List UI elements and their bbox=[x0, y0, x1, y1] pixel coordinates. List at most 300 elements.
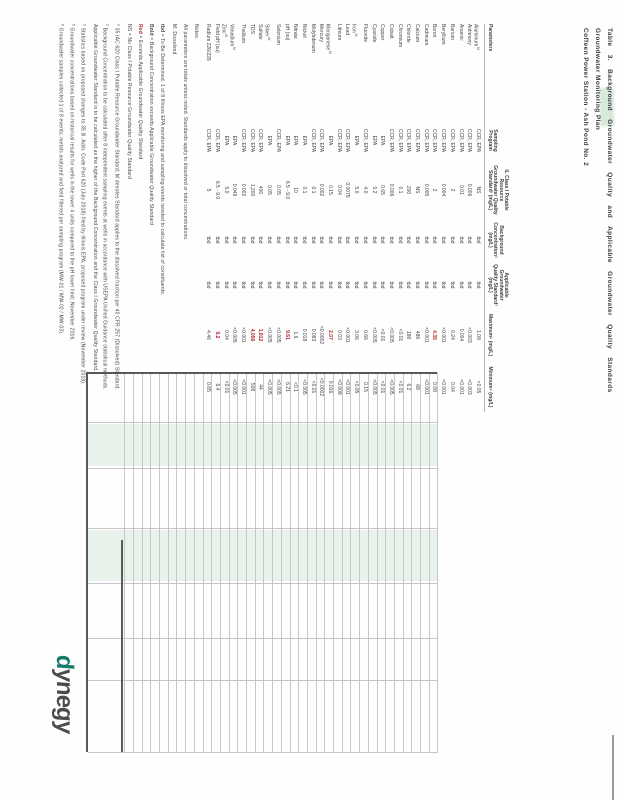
cell-min: 6.2 bbox=[405, 383, 412, 391]
cell-min: <0.001 bbox=[240, 379, 247, 395]
cell-min: <0.005 bbox=[231, 379, 238, 395]
cell-max: 0.004 bbox=[457, 328, 464, 342]
cell-background: tbd bbox=[266, 236, 273, 244]
cell-class1: 0.006 bbox=[466, 183, 473, 197]
cell-applicable: tbd bbox=[353, 281, 360, 289]
cell-param: Sulfate bbox=[257, 24, 264, 40]
cell-applicable: tbd bbox=[257, 281, 264, 289]
note-line: tbd = To Be Determined. 1 of 8 Illinois EPA monitoring and sampling events needed to calculate list of constituents. bbox=[159, 24, 166, 296]
cell-max: 4.35 bbox=[431, 330, 438, 340]
cell-applicable: tbd bbox=[457, 281, 464, 289]
cell-min: <0.05 bbox=[475, 380, 481, 394]
grid-row-line bbox=[420, 372, 421, 752]
cell-param: Iron $^M$ bbox=[350, 24, 359, 37]
grid-column-line bbox=[88, 468, 439, 469]
note-line: Bold = Background Concentration exceeds Applicable Groundwater Quality Standard bbox=[148, 24, 155, 225]
dynegy-logo bbox=[50, 654, 78, 734]
cell-background: tbd bbox=[405, 236, 412, 244]
cell-class1: 0.005 bbox=[422, 183, 429, 197]
cell-applicable: tbd bbox=[414, 281, 421, 289]
cell-min: <0.005 bbox=[266, 379, 273, 395]
cell-program: EPA bbox=[370, 135, 377, 146]
note-line: $^2$ Background Concentration to be calculated after 8 independent sampling events at wells in accordance with USEPA Unified Guidance statistical methods. bbox=[101, 24, 110, 390]
grid-row-line bbox=[255, 372, 256, 752]
grid-right-border bbox=[88, 752, 439, 753]
grid-row-line bbox=[359, 372, 360, 752]
cell-program: CCR, EPA bbox=[344, 128, 351, 153]
grid-row-line bbox=[150, 372, 151, 752]
note-line: $^5$ Groundwater concentrations based on historical results for wells in the lower 4 units compared to the pH lower limit; November 2016. bbox=[68, 24, 76, 341]
cell-applicable: tbd bbox=[466, 281, 473, 289]
cell-param: Chloride bbox=[405, 24, 412, 43]
note-line: $^1$ 35 IAC 620 Class I Potable Resource Groundwater Standard; M denotes Standard applies to the dissolved fraction per 40 CFR 257 (Dissolved) Standard. bbox=[112, 24, 121, 390]
grid-row-line bbox=[194, 372, 195, 752]
cell-param: Lithium bbox=[335, 24, 342, 41]
table-row bbox=[456, 0, 465, 800]
cell-program: CCR, EPA bbox=[318, 128, 325, 153]
table-title: Table 3. Background Groundwater Quality and Applicable Groundwater Quality Standards bbox=[606, 28, 613, 393]
cell-class1: 0.05 bbox=[266, 185, 273, 195]
cell-applicable: tbd bbox=[361, 281, 368, 289]
note-line: All parameters are totals unless noted. Standards apply to dissolved or total concentrations. bbox=[181, 24, 188, 241]
grid-row-line bbox=[411, 372, 412, 752]
cell-max: <0.005 bbox=[274, 327, 281, 343]
cell-max: 1.6 bbox=[292, 331, 299, 339]
table-site-line: Coffeen Power Station - Ash Pond No. 2 bbox=[582, 28, 589, 167]
cell-program: EPA bbox=[283, 135, 290, 146]
grid-row-line bbox=[168, 372, 169, 752]
grid-column-line bbox=[88, 680, 439, 681]
grid-bottom-border bbox=[86, 372, 88, 752]
cell-param: Mercury bbox=[318, 24, 325, 43]
grid-row-line bbox=[237, 372, 238, 752]
cell-min: <0.005 bbox=[274, 379, 281, 395]
cell-max: 2.07 bbox=[327, 330, 334, 340]
cell-background: tbd bbox=[431, 236, 438, 244]
cell-max: 4.46 bbox=[205, 330, 212, 340]
cell-class1: 0.002 bbox=[240, 183, 247, 197]
cell-class1: 6.5 - 9.0 bbox=[214, 180, 220, 200]
cell-param: Zinc $^M$ bbox=[220, 24, 228, 38]
column-header-minimum: Minimum⁵ (mg/L) bbox=[486, 366, 493, 408]
cell-class1: 5.0 bbox=[353, 186, 360, 194]
cell-min: 0.04 bbox=[448, 382, 455, 392]
cell-max: 0.24 bbox=[448, 330, 455, 340]
grid-row-line bbox=[272, 372, 273, 752]
column-header-param: Parameters bbox=[486, 24, 493, 52]
cell-program: CCR, EPA bbox=[440, 128, 447, 153]
cell-program: CCR, EPA bbox=[205, 128, 212, 153]
cell-class1: 5.0 bbox=[222, 186, 229, 194]
note-prefix: NS bbox=[125, 24, 132, 32]
cell-program: CCR, EPA bbox=[396, 128, 403, 153]
grid-row-line bbox=[185, 372, 186, 752]
cell-min: <0.01 bbox=[379, 380, 386, 394]
table-subtitle: Groundwater Monitoring Plan bbox=[594, 28, 601, 131]
cell-applicable: tbd bbox=[266, 281, 273, 289]
cell-class1: 0.01 bbox=[457, 185, 464, 195]
cell-program: CCR, EPA bbox=[405, 128, 412, 153]
table-row bbox=[473, 0, 482, 800]
column-header-applicable: Applicable Groundwater Quality Standard³ (mg/L) bbox=[486, 264, 510, 306]
cell-param: Silver $^M$ bbox=[263, 24, 272, 41]
cell-background: tbd bbox=[292, 236, 299, 244]
cell-param: Manganese $^M$ bbox=[324, 24, 333, 55]
cell-param: Cyanide bbox=[370, 24, 377, 43]
cell-applicable: tbd bbox=[318, 281, 325, 289]
cell-applicable: tbd bbox=[388, 281, 394, 289]
cell-param: Copper bbox=[379, 24, 386, 41]
cell-max: <0.005 bbox=[388, 327, 394, 343]
grid-row-line bbox=[324, 372, 325, 752]
grid-row-line bbox=[290, 372, 291, 752]
cell-background: tbd bbox=[353, 236, 360, 244]
cell-applicable: tbd bbox=[475, 281, 481, 289]
cell-param: Nitrate bbox=[292, 24, 299, 39]
cell-param: Antimony bbox=[466, 24, 473, 45]
cell-max: 3.06 bbox=[353, 330, 360, 340]
cell-background: tbd bbox=[257, 236, 264, 244]
cell-program: CCR, EPA bbox=[388, 128, 394, 153]
cell-max: <0.001 bbox=[240, 327, 247, 343]
cell-max: <0.01 bbox=[379, 328, 386, 342]
cell-class1: 0.002 bbox=[318, 183, 325, 197]
cell-class1: 0.006 bbox=[388, 183, 394, 197]
cell-applicable: tbd bbox=[292, 281, 299, 289]
note-prefix: Bold bbox=[148, 24, 155, 36]
cell-max: 0.04 bbox=[222, 330, 229, 340]
cell-applicable: tbd bbox=[335, 281, 342, 289]
cell-max: 4,056 bbox=[248, 328, 255, 342]
grid-row-line bbox=[229, 372, 230, 752]
cell-param: pH (su) bbox=[283, 24, 290, 41]
cell-program: EPA bbox=[266, 135, 273, 146]
dissolved-flag: M bbox=[232, 46, 237, 51]
cell-max: <0.005 bbox=[231, 327, 238, 343]
grid-row-line bbox=[142, 372, 143, 752]
cell-min: <0.001 bbox=[457, 379, 464, 395]
grid-row-line bbox=[394, 372, 395, 752]
cell-max: 1.08 bbox=[475, 330, 481, 340]
cell-background: tbd bbox=[222, 236, 229, 244]
cell-class1: 2 bbox=[448, 188, 455, 192]
cell-program: EPA bbox=[222, 135, 229, 146]
grid-row-line bbox=[377, 372, 378, 752]
cell-min: <0.01 bbox=[309, 380, 316, 394]
note-prefix: 2 bbox=[105, 24, 110, 27]
cell-class1: 0.0075 bbox=[344, 182, 351, 198]
note-prefix: tbd bbox=[159, 24, 166, 33]
cell-max: 9.2 bbox=[214, 331, 220, 339]
cell-background: tbd bbox=[283, 236, 290, 244]
scan-edge-shadow bbox=[612, 735, 614, 800]
cell-min: <0.01 bbox=[222, 380, 229, 394]
cell-class1: 0.1 bbox=[301, 186, 307, 194]
cell-class1: 0.1 bbox=[309, 186, 316, 194]
cell-background: tbd bbox=[240, 236, 247, 244]
cell-param: Beryllium bbox=[440, 24, 447, 45]
grid-row-line bbox=[211, 372, 212, 752]
cell-program: CCR, EPA bbox=[475, 128, 481, 153]
cell-applicable: tbd bbox=[231, 281, 238, 289]
cell-program: CCR, EPA bbox=[422, 128, 429, 153]
cell-max: <0.001 bbox=[440, 327, 447, 343]
cell-background: tbd bbox=[231, 236, 238, 244]
cell-min: <0.005 bbox=[388, 379, 394, 395]
cell-min: 508 bbox=[248, 382, 255, 392]
cell-class1: 0.004 bbox=[440, 183, 447, 197]
grid-row-line bbox=[342, 372, 343, 752]
cell-applicable: tbd bbox=[205, 281, 212, 289]
grid-left-border bbox=[86, 372, 439, 374]
note-prefix: 6 bbox=[60, 24, 65, 27]
cell-class1: 10 bbox=[292, 187, 299, 193]
cell-applicable: tbd bbox=[248, 281, 255, 289]
cell-min: 44 bbox=[257, 384, 264, 390]
cell-background: tbd bbox=[379, 236, 386, 244]
grid-row-line bbox=[333, 372, 334, 752]
cell-max: 486 bbox=[414, 330, 421, 340]
grid-row-line bbox=[281, 372, 282, 752]
dissolved-flag: M bbox=[354, 32, 359, 37]
cell-program: EPA bbox=[231, 135, 238, 146]
note-line: Applicable Groundwater Standard is to be calculated as the higher of the Background Concentration and the Class I Groundwater Quality Standard. bbox=[92, 24, 99, 372]
note-prefix: 5 bbox=[71, 24, 76, 27]
cell-class1: NS bbox=[414, 186, 421, 194]
cell-param: Radium 226/228 bbox=[205, 24, 212, 61]
cell-applicable: tbd bbox=[309, 281, 316, 289]
grid-row-line bbox=[298, 372, 299, 752]
cell-max: 0.03 bbox=[335, 330, 342, 340]
cell-param: Barium bbox=[448, 24, 455, 40]
cell-program: CCR, EPA bbox=[335, 128, 342, 153]
cell-background: tbd bbox=[205, 236, 212, 244]
cell-min: 6.21 bbox=[283, 382, 290, 392]
grid-column-line bbox=[88, 583, 439, 584]
grid-row-line bbox=[220, 372, 221, 752]
note-prefix: 1 bbox=[116, 24, 121, 27]
cell-applicable: tbd bbox=[440, 281, 447, 289]
cell-min: <0.1 bbox=[292, 382, 299, 392]
note-line: Notes: bbox=[193, 24, 199, 40]
grid-section-divider bbox=[121, 540, 123, 752]
cell-applicable: tbd bbox=[240, 281, 247, 289]
cell-program: EPA bbox=[353, 135, 360, 146]
grid-row-line bbox=[429, 372, 430, 752]
cell-min: <0.005 bbox=[370, 379, 377, 395]
cell-program: CCR, EPA bbox=[448, 128, 455, 153]
cell-max: <0.005 bbox=[370, 327, 377, 343]
cell-background: tbd bbox=[361, 236, 368, 244]
grid-column-line bbox=[88, 528, 439, 529]
cell-max: <0.01 bbox=[396, 328, 403, 342]
cell-applicable: tbd bbox=[379, 281, 386, 289]
cell-applicable: tbd bbox=[222, 281, 229, 289]
cell-min: 68 bbox=[414, 384, 421, 390]
cell-background: tbd bbox=[475, 236, 481, 244]
cell-program: CCR, EPA bbox=[361, 128, 368, 153]
cell-background: tbd bbox=[414, 236, 421, 244]
cell-program: CCR, EPA bbox=[248, 128, 255, 153]
cell-background: tbd bbox=[388, 236, 394, 244]
grid-row-line bbox=[177, 372, 178, 752]
cell-class1: 0.05 bbox=[274, 185, 281, 195]
cell-background: tbd bbox=[318, 236, 325, 244]
cell-applicable: tbd bbox=[405, 281, 412, 289]
table-row bbox=[465, 0, 474, 800]
cell-applicable: tbd bbox=[370, 281, 377, 289]
cell-param: Field pH (su) bbox=[214, 24, 220, 53]
grid-row-line bbox=[316, 372, 317, 752]
grid-row-line bbox=[133, 372, 134, 752]
cell-applicable: tbd bbox=[396, 281, 403, 289]
dissolved-flag: M bbox=[267, 36, 272, 41]
cell-param: Aluminum $^M$ bbox=[472, 24, 480, 51]
grid-row-line bbox=[307, 372, 308, 752]
cell-background: tbd bbox=[274, 236, 281, 244]
cell-param: Nickel bbox=[301, 24, 307, 38]
cell-min: 0.65 bbox=[205, 382, 212, 392]
note-line: NS = No Class I Potable Resource Groundwater Quality Standard bbox=[125, 24, 132, 179]
cell-program: CCR, EPA bbox=[240, 128, 247, 153]
cell-class1: 0.04 bbox=[335, 185, 342, 195]
grid-top-border bbox=[438, 372, 439, 752]
cell-param: Arsenic bbox=[457, 24, 464, 41]
note-line: $^6$ Groundwater samples collected 1 of 8 events; metals analyzed and field filtered per sampling program (MW-01 / MW-02 / MW-03). bbox=[56, 24, 65, 335]
cell-background: tbd bbox=[214, 236, 220, 244]
note-prefix: Red bbox=[137, 24, 143, 34]
cell-background: tbd bbox=[466, 236, 473, 244]
cell-min: 0.08 bbox=[431, 382, 438, 392]
grid-row-line bbox=[246, 372, 247, 752]
grid-row-line bbox=[124, 372, 125, 752]
cell-param: Cobalt bbox=[388, 24, 394, 39]
cell-program: CCR, EPA bbox=[414, 128, 421, 153]
cell-background: tbd bbox=[422, 236, 429, 244]
cell-background: tbd bbox=[309, 236, 316, 244]
cell-max: 188 bbox=[405, 330, 412, 340]
column-header-maximum: Maximum⁵ (mg/L) bbox=[486, 313, 493, 357]
cell-program: CCR, EPA bbox=[431, 128, 438, 153]
cell-min: <0.0002 bbox=[318, 377, 325, 397]
column-header-program: Sampling Program bbox=[486, 129, 499, 152]
cell-max: 0.66 bbox=[361, 330, 368, 340]
cell-class1: 0.65 bbox=[379, 185, 386, 195]
cell-min: <0.001 bbox=[422, 379, 429, 395]
cell-background: tbd bbox=[344, 236, 351, 244]
cell-background: tbd bbox=[440, 236, 447, 244]
grid-row-line bbox=[385, 372, 386, 752]
cell-min: 6.4 bbox=[214, 383, 220, 391]
cell-param: Chromium bbox=[396, 24, 403, 48]
cell-background: tbd bbox=[327, 236, 334, 244]
grid-row-line bbox=[264, 372, 265, 752]
table-row bbox=[439, 0, 448, 800]
cell-applicable: tbd bbox=[214, 281, 220, 289]
cell-program: EPA bbox=[327, 135, 334, 146]
cell-param: TDS bbox=[248, 24, 255, 34]
cell-background: tbd bbox=[370, 236, 377, 244]
cell-max: <0.001 bbox=[422, 327, 429, 343]
cell-class1: 400 bbox=[257, 185, 264, 195]
cell-min: <0.05 bbox=[353, 380, 360, 394]
cell-program: EPA bbox=[301, 135, 307, 146]
cell-param: Lead bbox=[344, 24, 351, 36]
cell-program: CCR, EPA bbox=[457, 128, 464, 153]
grid-row-line bbox=[351, 372, 352, 752]
cell-background: tbd bbox=[448, 236, 455, 244]
cell-program: CCR, EPA bbox=[257, 128, 264, 153]
cell-max: 0.083 bbox=[309, 328, 316, 342]
cell-param: Calcium bbox=[414, 24, 421, 43]
cell-min: 0.15 bbox=[361, 382, 368, 392]
cell-background: tbd bbox=[335, 236, 342, 244]
grid-row-line bbox=[368, 372, 369, 752]
cell-min: <0.001 bbox=[344, 379, 351, 395]
cell-program: CCR, EPA bbox=[214, 128, 220, 153]
cell-param: Boron bbox=[431, 24, 438, 38]
dissolved-flag: M bbox=[328, 50, 333, 55]
cell-min: <0.008 bbox=[335, 379, 342, 395]
cell-param: Thallium bbox=[240, 24, 247, 43]
cell-param: Selenium bbox=[274, 24, 281, 45]
table-row bbox=[447, 0, 456, 800]
cell-param: Vanadium $^M$ bbox=[228, 24, 237, 51]
cell-max: 9.61 bbox=[283, 330, 290, 340]
grid-row-line bbox=[159, 372, 160, 752]
header-divider bbox=[484, 24, 485, 412]
cell-applicable: tbd bbox=[344, 281, 351, 289]
cell-class1: 6.5 - 9.0 bbox=[283, 180, 290, 200]
cell-program: EPA bbox=[292, 135, 299, 146]
grid-row-line bbox=[403, 372, 404, 752]
cell-applicable: tbd bbox=[283, 281, 290, 289]
cell-class1: 4.0 bbox=[361, 186, 368, 194]
cell-class1: NS bbox=[475, 186, 481, 194]
cell-program: CCR, EPA bbox=[466, 128, 473, 153]
cell-class1: 5 bbox=[205, 188, 212, 192]
cell-param: Fluoride bbox=[361, 24, 368, 43]
cell-param: Cadmium bbox=[422, 24, 429, 46]
cell-program: EPA bbox=[379, 135, 386, 146]
cell-applicable: tbd bbox=[274, 281, 281, 289]
cell-min: <0.003 bbox=[466, 379, 473, 395]
cell-background: tbd bbox=[396, 236, 403, 244]
note-line: M: Dissolved bbox=[170, 24, 177, 55]
column-header-class1: IL Class I Potable Resource Groundwater Quality Standard¹ (mg/L) bbox=[486, 165, 510, 215]
cell-applicable: tbd bbox=[327, 281, 334, 289]
cell-applicable: tbd bbox=[422, 281, 429, 289]
cell-class1: 0.15 bbox=[327, 185, 334, 195]
cell-class1: 2 bbox=[431, 188, 438, 192]
cell-min: <0.01 bbox=[396, 380, 403, 394]
cell-applicable: tbd bbox=[431, 281, 438, 289]
cell-param: Molybdenum bbox=[309, 24, 316, 53]
cell-background: tbd bbox=[248, 236, 255, 244]
cell-background: tbd bbox=[457, 236, 464, 244]
cell-class1: 0.2 bbox=[370, 186, 377, 194]
column-header-background: Background Concentration² (mg/L) bbox=[486, 222, 504, 258]
cell-applicable: tbd bbox=[301, 281, 307, 289]
cell-min: <0.005 bbox=[301, 379, 307, 395]
cell-class1: 200 bbox=[405, 185, 412, 195]
cell-program: CCR, EPA bbox=[309, 128, 316, 153]
cell-class1: 0.049 bbox=[231, 183, 238, 197]
cell-program: CCR, EPA bbox=[274, 128, 281, 153]
note-line: Red = Exceeds Applicable Groundwater Quality Standard bbox=[137, 24, 143, 160]
cell-min: 0.016 bbox=[327, 380, 334, 394]
cell-max: <0.005 bbox=[266, 327, 273, 343]
